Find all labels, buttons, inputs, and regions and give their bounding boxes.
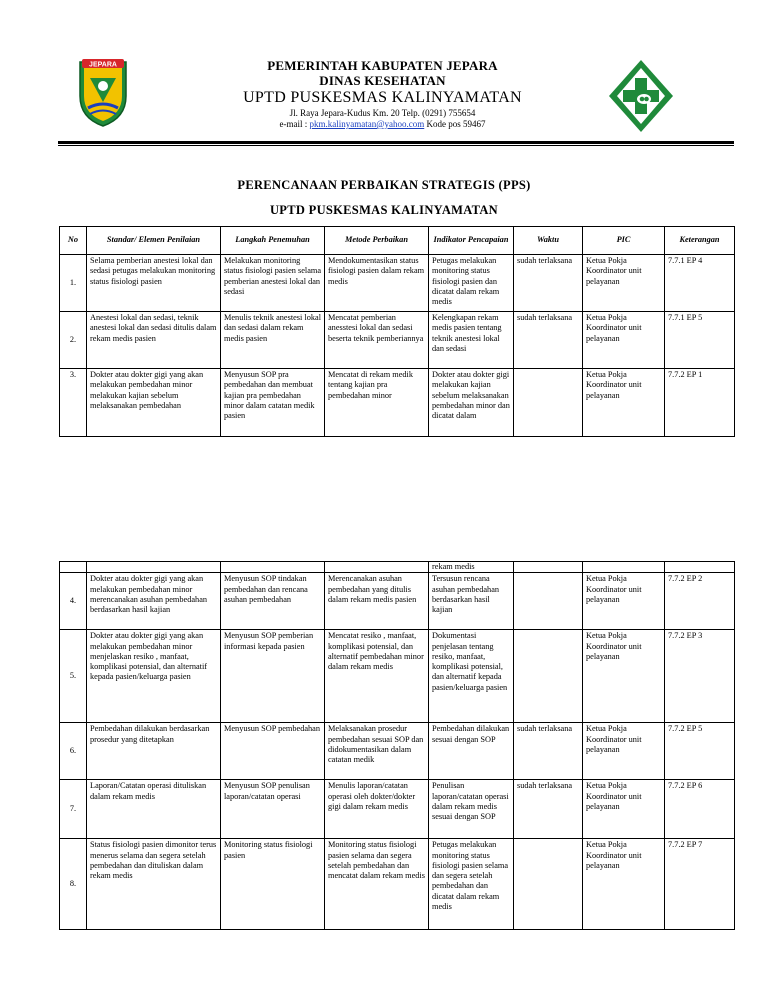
- cell-metode: Merencanakan asuhan pembedahan yang ditulis dalam rekam medis pasien: [325, 573, 429, 630]
- col-header: Indikator Pencapaian: [429, 227, 514, 255]
- letterhead-rule-thick: [58, 141, 734, 144]
- cell-standar: Dokter atau dokter gigi yang akan melakukan pembedahan minor merencanakan asuhan pembedahan berdasarkan hasil kajian: [87, 573, 221, 630]
- cell-indikator: Dokumentasi penjelasan tentang resiko, manfaat, komplikasi potensial, dan alternatif kepada pasien/keluarga pasien: [429, 630, 514, 723]
- email-link[interactable]: pkm.kalinyamatan@yahoo.com: [309, 119, 425, 129]
- col-header: Waktu: [514, 227, 583, 255]
- cell-waktu: [514, 369, 583, 437]
- table-row: [60, 630, 735, 723]
- contact-line: [150, 119, 615, 130]
- table-row: [60, 312, 735, 369]
- cell-standar: Selama pemberian anestesi lokal dan sedasi petugas melakukan monitoring status fisiologi pasien: [87, 255, 221, 312]
- cell-keterangan: 7.7.2 EP 6: [665, 780, 735, 839]
- cell-no: 6.: [60, 723, 87, 780]
- cell-keterangan: 7.7.2 EP 7: [665, 839, 735, 930]
- cell-metode: Mencatat resiko , manfaat, komplikasi potensial, dan alternatif pembedahan minor dalam rekam medis: [325, 630, 429, 723]
- cell-indikator: Kelengkapan rekam medis pasien tentang teknik anestesi lokal dan sedasi: [429, 312, 514, 369]
- cell-langkah: Monitoring status fisiologi pasien: [221, 839, 325, 930]
- letterhead-rule-thin: [58, 145, 734, 146]
- letterhead: [0, 0, 768, 150]
- table-row: [60, 573, 735, 630]
- cell-indikator: Dokter atau dokter gigi melakukan kajian sebelum melaksanakan pembedahan minor dan dicatat dalam: [429, 369, 514, 437]
- cell-pic: Ketua Pokja Koordinator unit pelayanan: [583, 255, 665, 312]
- cell-langkah: Menyusun SOP tindakan pembedahan dan rencana asuhan pembedahan: [221, 573, 325, 630]
- cell-indikator: Petugas melakukan monitoring status fisiologi pasien selama dan segera setelah pembedahan dan dicatat dalam rekam medis: [429, 839, 514, 930]
- pps-table-page1: [59, 226, 735, 437]
- cell-metode: Monitoring status fisiologi pasien selama dan segera setelah pembedahan dan mencatat dalam rekam medis: [325, 839, 429, 930]
- cell-pic: Ketua Pokja Koordinator unit pelayanan: [583, 369, 665, 437]
- table-row: [60, 839, 735, 930]
- pps-table-page2: [59, 561, 735, 930]
- cell-standar: Anestesi lokal dan sedasi, teknik anestesi lokal dan sedasi ditulis dalam rekam medis pasien: [87, 312, 221, 369]
- cell-pic: Ketua Pokja Koordinator unit pelayanan: [583, 573, 665, 630]
- cell-metode: Menulis laporan/catatan operasi oleh dokter/dokter gigi dalam rekam medis: [325, 780, 429, 839]
- table-row: [60, 255, 735, 312]
- cell-keterangan: 7.7.2 EP 1: [665, 369, 735, 437]
- cell-waktu: [514, 573, 583, 630]
- col-header: PIC: [583, 227, 665, 255]
- puskesmas-green-cross-icon: [607, 58, 675, 134]
- col-header: Standar/ Elemen Penilaian: [87, 227, 221, 255]
- table-row: [60, 780, 735, 839]
- table-row: [60, 369, 735, 437]
- cell-langkah: Menyusun SOP penulisan laporan/catatan operasi: [221, 780, 325, 839]
- cell-metode: Mendokumentasikan status fisiologi pasien dalam rekam medis: [325, 255, 429, 312]
- cell-metode: Mencatat di rekam medik tentang kajian pra pembedahan minor: [325, 369, 429, 437]
- col-header: Langkah Penemuhan: [221, 227, 325, 255]
- cell-standar: Dokter atau dokter gigi yang akan melakukan pembedahan minor melakukan kajian sebelum melaksanakan pembedahan: [87, 369, 221, 437]
- col-header: Keterangan: [665, 227, 735, 255]
- cell-indikator-continued: rekam medis: [429, 562, 514, 573]
- cell-standar: Laporan/Catatan operasi dituliskan dalam rekam medis: [87, 780, 221, 839]
- cell-pic: Ketua Pokja Koordinator unit pelayanan: [583, 312, 665, 369]
- cell-langkah: Melakukan monitoring status fisiologi pasien selama pemberian anestesi lokal dan sedasi: [221, 255, 325, 312]
- cell-standar: Status fisiologi pasien dimonitor terus menerus selama dan segera setelah pembedahan dan dituliskan dalam rekam medis: [87, 839, 221, 930]
- department-name: DINAS KESEHATAN: [319, 73, 446, 88]
- table-header-row: [60, 227, 735, 255]
- cell-langkah: Menyusun SOP pembedahan: [221, 723, 325, 780]
- cell-no: 4.: [60, 573, 87, 630]
- cell-langkah: Menyusun SOP pra pembedahan dan membuat kajian pra pembedahan minor dalam catatan medik pasien: [221, 369, 325, 437]
- cell-indikator: Tersusun rencana asuhan pembedahan berdasarkan hasil kajian: [429, 573, 514, 630]
- table-row-continuation: [60, 562, 735, 573]
- cell-waktu: sudah terlaksana: [514, 780, 583, 839]
- postcode: Kode pos 59467: [424, 119, 486, 129]
- table-row: [60, 723, 735, 780]
- cell-keterangan: 7.7.1 EP 5: [665, 312, 735, 369]
- jepara-regency-crest-icon: [76, 56, 130, 128]
- email-label: e-mail :: [279, 119, 310, 129]
- cell-waktu: [514, 630, 583, 723]
- crest-label: JEPARA: [89, 61, 117, 69]
- cell-indikator: Pembedahan dilakukan sesuai dengan SOP: [429, 723, 514, 780]
- cell-indikator: Petugas melakukan monitoring status fisiologi pasien dan dicatat dalam rekam medis: [429, 255, 514, 312]
- cell-keterangan: 7.7.2 EP 2: [665, 573, 735, 630]
- cell-metode: Melaksanakan prosedur pembedahan sesuai SOP dan didokumentasikan dalam catatan medik: [325, 723, 429, 780]
- cell-langkah: Menulis teknik anestesi lokal dan sedasi dalam rekam medis pasien: [221, 312, 325, 369]
- cell-langkah: Menyusun SOP pemberian informasi kepada pasien: [221, 630, 325, 723]
- cell-pic: Ketua Pokja Koordinator unit pelayanan: [583, 780, 665, 839]
- cell-waktu: sudah terlaksana: [514, 255, 583, 312]
- cell-no: 3.: [60, 369, 87, 437]
- address: Jl. Raya Jepara-Kudus Km. 20 Telp. (0291) 755654: [289, 108, 476, 118]
- cell-keterangan: 7.7.1 EP 4: [665, 255, 735, 312]
- cell-waktu: sudah terlaksana: [514, 312, 583, 369]
- cell-no: 1.: [60, 255, 87, 312]
- cell-standar: Dokter atau dokter gigi yang akan melakukan pembedahan minor menjelaskan resiko , manfaat, komplikasi potensial, dan alternatif kepada pasien/keluarga pasien: [87, 630, 221, 723]
- institution-name: UPTD PUSKESMAS KALINYAMATAN: [243, 89, 522, 106]
- document-subtitle: UPTD PUSKESMAS KALINYAMATAN: [269, 203, 499, 217]
- cell-no: 2.: [60, 312, 87, 369]
- cell-keterangan: 7.7.2 EP 5: [665, 723, 735, 780]
- cell-no: 8.: [60, 839, 87, 930]
- col-header: Metode Perbaikan: [325, 227, 429, 255]
- cell-indikator: Penulisan laporan/catatan operasi dalam rekam medis sesuai dengan SOP: [429, 780, 514, 839]
- government-name: PEMERINTAH KABUPATEN JEPARA: [267, 58, 498, 73]
- document-title: PERENCANAAN PERBAIKAN STRATEGIS (PPS): [237, 178, 531, 192]
- col-header: No: [60, 227, 87, 255]
- cell-standar: Pembedahan dilakukan berdasarkan prosedur yang ditetapkan: [87, 723, 221, 780]
- cell-no: 7.: [60, 780, 87, 839]
- cell-no: 5.: [60, 630, 87, 723]
- cell-pic: Ketua Pokja Koordinator unit pelayanan: [583, 630, 665, 723]
- cell-metode: Mencatat pemberian anesstesi lokal dan sedasi beserta teknik pemberiannya: [325, 312, 429, 369]
- cell-waktu: sudah terlaksana: [514, 723, 583, 780]
- cell-pic: Ketua Pokja Koordinator unit pelayanan: [583, 839, 665, 930]
- cell-pic: Ketua Pokja Koordinator unit pelayanan: [583, 723, 665, 780]
- cell-waktu: [514, 839, 583, 930]
- cell-keterangan: 7.7.2 EP 3: [665, 630, 735, 723]
